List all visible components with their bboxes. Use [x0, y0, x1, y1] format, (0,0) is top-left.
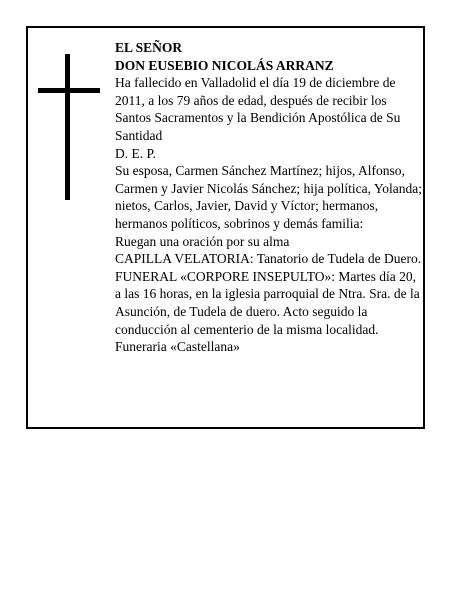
title-line-1: EL SEÑOR: [115, 40, 183, 55]
funeral-home: Funeraria «Castellana»: [115, 339, 240, 355]
prayer-request: Ruegan una oración por su alma: [115, 233, 290, 249]
cross-vertical-bar: [65, 54, 70, 200]
dep-line: D. E. P.: [115, 145, 156, 161]
cross-horizontal-bar: [38, 88, 100, 93]
death-announcement: Ha fallecido en Valladolid el día 19 de diciembre de 2011, a los 79 años de edad, después de recibir los Santos Sacramentos y la Bendición Apostólica de Su Santidad: [115, 75, 401, 143]
funeral-info: FUNERAL «CORPORE INSEPULTO»: Martes día 20, a las 16 horas, en la iglesia parroquial de Ntra. Sra. de la Asunción, de Tudela de duero. Acto seguido la conducción al cementerio de la misma localidad.: [115, 268, 420, 337]
latin-cross-icon: [38, 54, 100, 200]
obituary-notice: [26, 26, 425, 429]
notice-text: [115, 39, 423, 356]
family-list: Su esposa, Carmen Sánchez Martínez; hijos, Alfonso, Carmen y Javier Nicolás Sánchez; hija política, Yolanda; nietos, Carlos, Javier, David y Víctor; hermanos, hermanos políticos, sobrinos y demás familia:: [115, 163, 423, 231]
chapel-info: CAPILLA VELATORIA: Tanatorio de Tudela de Duero.: [115, 251, 422, 267]
deceased-name: DON EUSEBIO NICOLÁS ARRANZ: [115, 57, 334, 73]
